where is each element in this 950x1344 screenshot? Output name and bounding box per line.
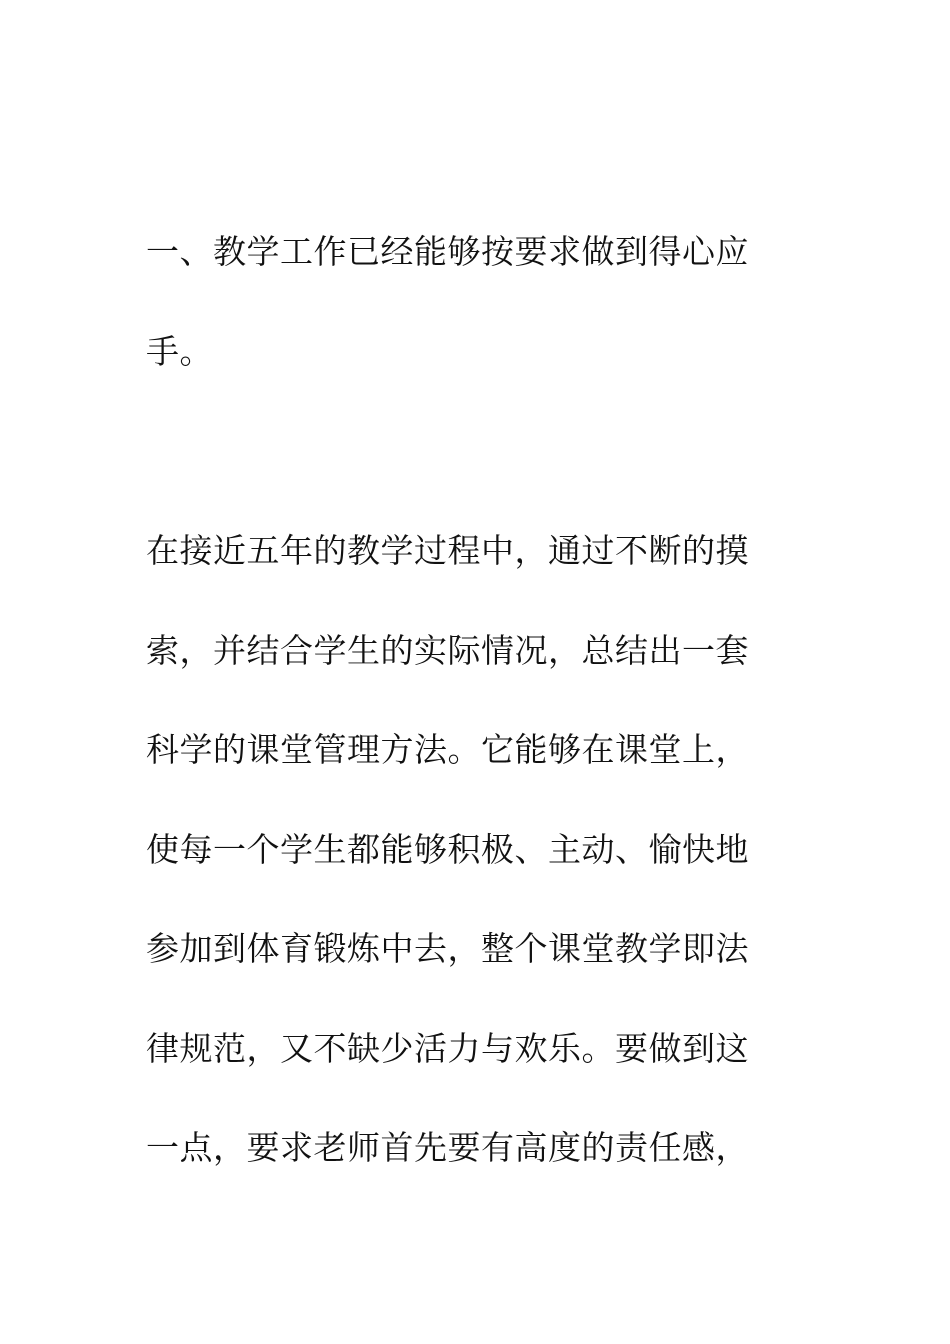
paragraph-line-5: 参加到体育锻炼中去，整个课堂教学即法: [146, 929, 749, 968]
paragraph-line-3: 科学的课堂管理方法。它能够在课堂上，: [146, 730, 749, 769]
paragraph-line-7: 一点，要求老师首先要有高度的责任感，: [146, 1128, 749, 1167]
heading-line-2: 手。: [146, 332, 213, 371]
paragraph-line-6: 律规范，又不缺少活力与欢乐。要做到这: [146, 1029, 749, 1068]
paragraph-line-4: 使每一个学生都能够积极、主动、愉快地: [146, 830, 749, 869]
paragraph-line-1: 在接近五年的教学过程中，通过不断的摸: [146, 531, 749, 570]
paragraph-line-2: 索，并结合学生的实际情况，总结出一套: [146, 631, 749, 670]
heading-line-1: 一、教学工作已经能够按要求做到得心应: [146, 232, 749, 271]
